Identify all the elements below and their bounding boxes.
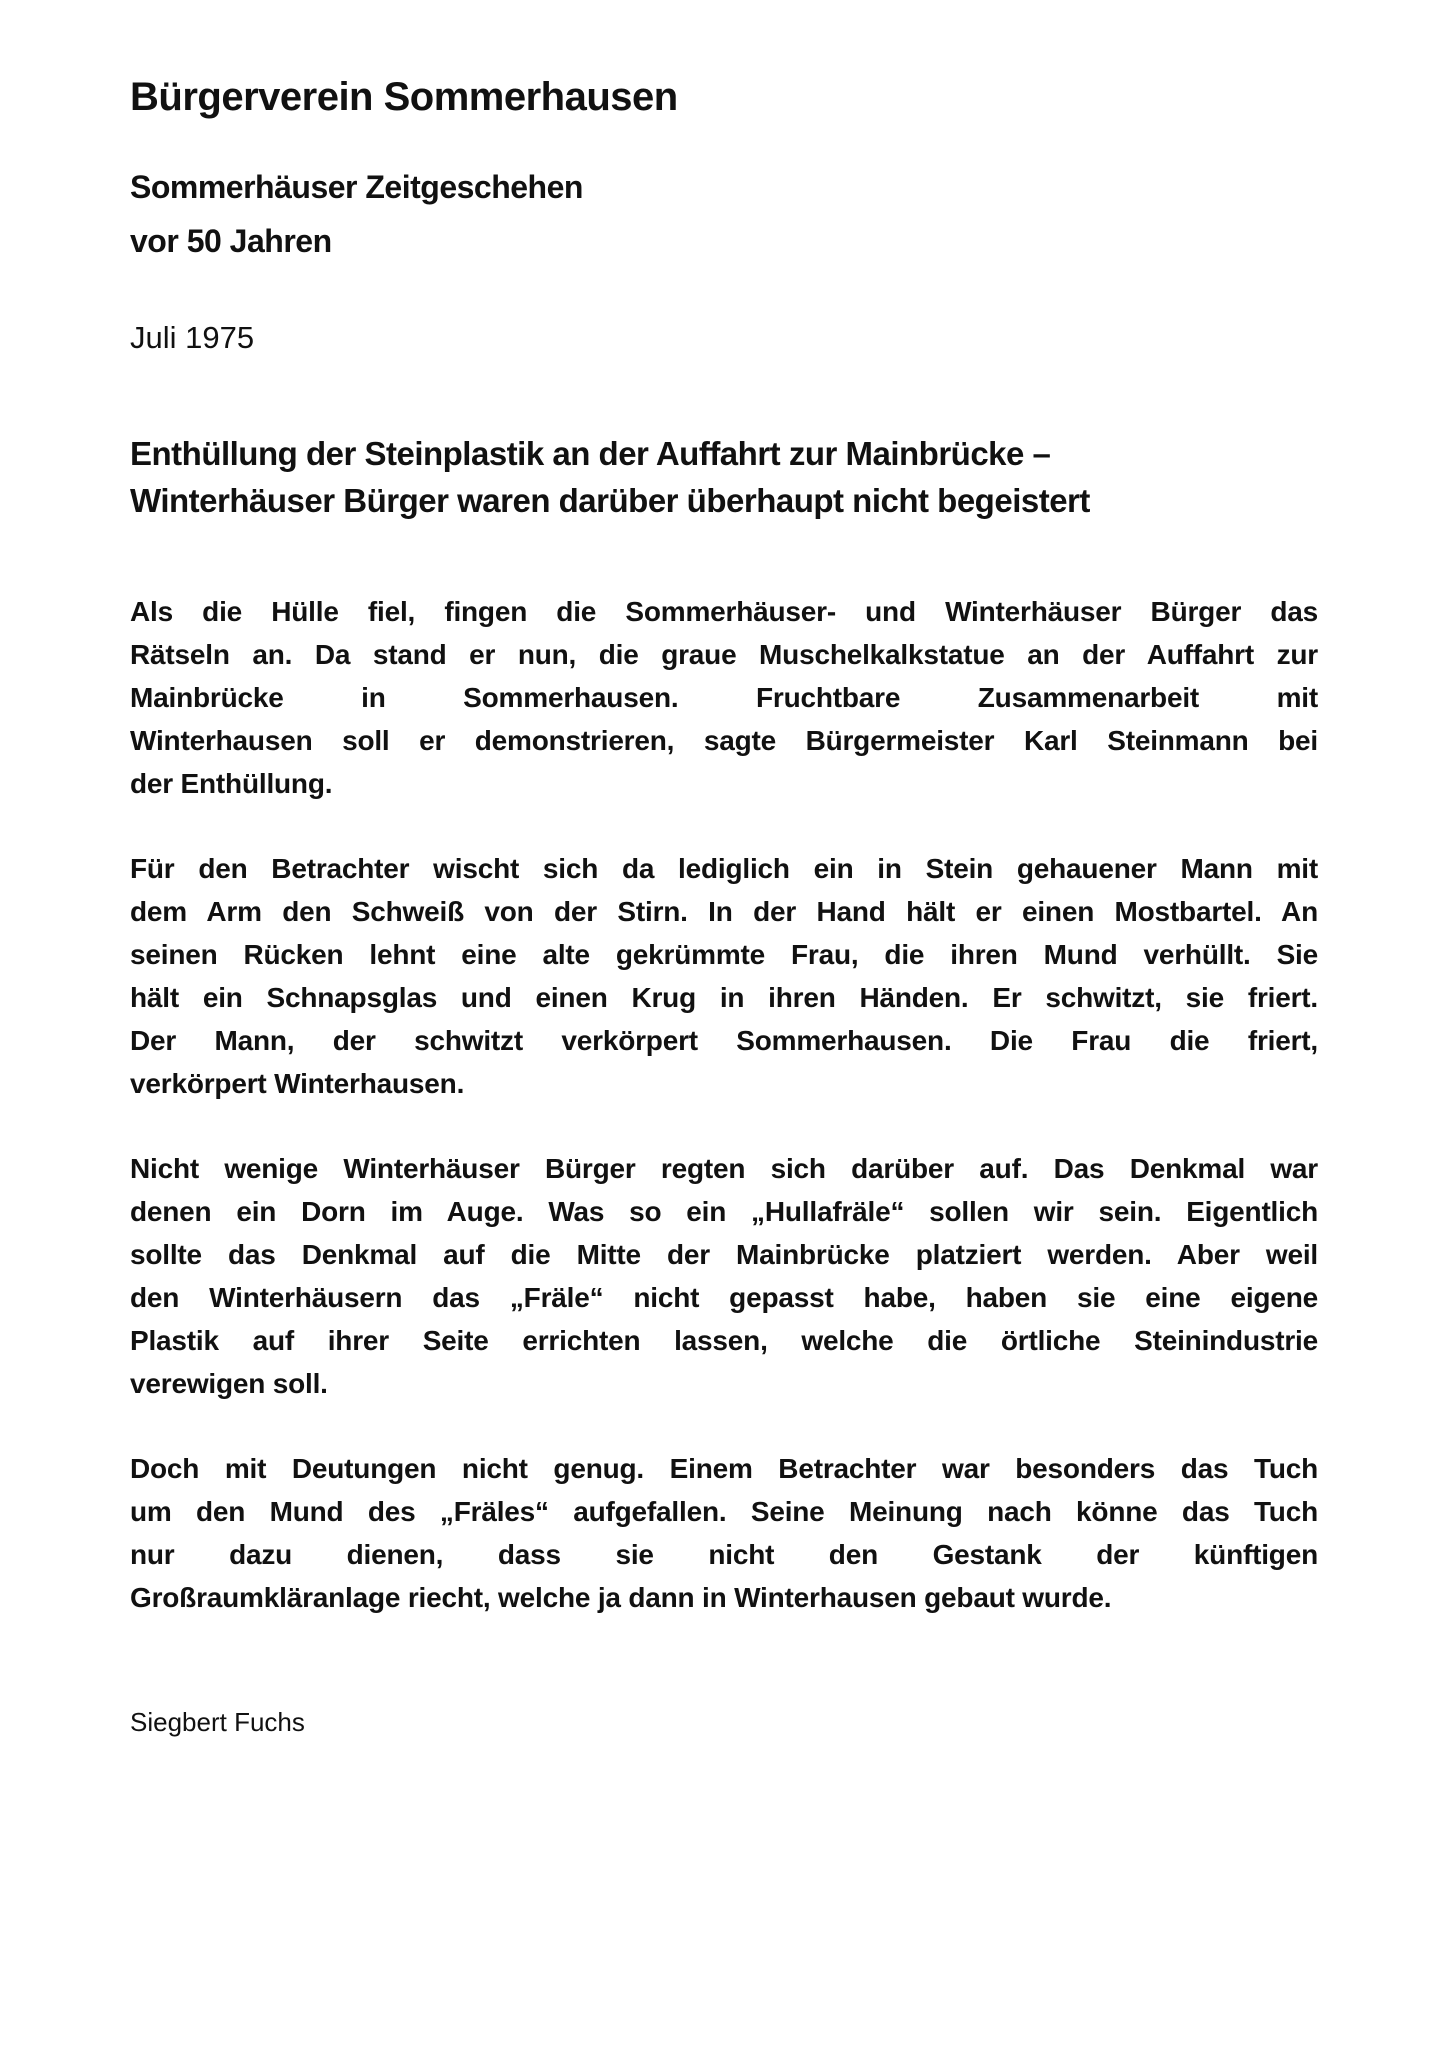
- subtitle-line-2: vor 50 Jahren: [130, 223, 332, 259]
- paragraph-line: der Enthüllung.: [130, 768, 333, 799]
- article-heading: [130, 430, 1318, 524]
- paragraph-line: denen ein Dorn im Auge. Was so ein „Hullafräle“ sollen wir sein. Eigentlich: [130, 1196, 1318, 1227]
- paragraph-line: nur dazu dienen, dass sie nicht den Gestank der künftigen: [130, 1539, 1318, 1570]
- paragraph-line: verewigen soll.: [130, 1368, 328, 1399]
- paragraph-line: Winterhausen soll er demonstrieren, sagte Bürgermeister Karl Steinmann bei: [130, 725, 1318, 756]
- paragraph-line: Mainbrücke in Sommerhausen. Fruchtbare Zusammenarbeit mit: [130, 682, 1318, 713]
- paragraph-line: Plastik auf ihrer Seite errichten lassen, welche die örtliche Steinindustrie: [130, 1325, 1318, 1356]
- body-paragraph: [130, 590, 1318, 805]
- paragraph-line: dem Arm den Schweiß von der Stirn. In der Hand hält er einen Mostbartel. An: [130, 896, 1318, 927]
- heading-line-1: Enthüllung der Steinplastik an der Auffahrt zur Mainbrücke –: [130, 435, 1051, 472]
- body-paragraph: [130, 847, 1318, 1105]
- paragraph-line: Als die Hülle fiel, fingen die Sommerhäuser- und Winterhäuser Bürger das: [130, 596, 1318, 627]
- paragraph-line: verkörpert Winterhausen.: [130, 1068, 465, 1099]
- paragraph-line: Doch mit Deutungen nicht genug. Einem Betrachter war besonders das Tuch: [130, 1453, 1318, 1484]
- paragraph-line: hält ein Schnapsglas und einen Krug in ihren Händen. Er schwitzt, sie friert.: [130, 982, 1318, 1013]
- document-date: Juli 1975: [130, 320, 255, 355]
- article-body: [130, 590, 1318, 1619]
- paragraph-line: Der Mann, der schwitzt verkörpert Sommerhausen. Die Frau die friert,: [130, 1025, 1318, 1056]
- paragraph-line: um den Mund des „Fräles“ aufgefallen. Seine Meinung nach könne das Tuch: [130, 1496, 1318, 1527]
- author-signature: Siegbert Fuchs: [130, 1707, 305, 1737]
- paragraph-line: Rätseln an. Da stand er nun, die graue Muschelkalkstatue an der Auffahrt zur: [130, 639, 1318, 670]
- paragraph-line: den Winterhäusern das „Fräle“ nicht gepasst habe, haben sie eine eigene: [130, 1282, 1318, 1313]
- paragraph-line: Für den Betrachter wischt sich da lediglich ein in Stein gehauener Mann mit: [130, 853, 1318, 884]
- subtitle-line-1: Sommerhäuser Zeitgeschehen: [130, 169, 583, 205]
- body-paragraph: [130, 1147, 1318, 1405]
- paragraph-line: Großraumkläranlage riecht, welche ja dann in Winterhausen gebaut wurde.: [130, 1582, 1112, 1613]
- paragraph-line: Nicht wenige Winterhäuser Bürger regten sich darüber auf. Das Denkmal war: [130, 1153, 1318, 1184]
- paragraph-line: sollte das Denkmal auf die Mitte der Mainbrücke platziert werden. Aber weil: [130, 1239, 1318, 1270]
- body-paragraph: [130, 1447, 1318, 1619]
- heading-line-2: Winterhäuser Bürger waren darüber überhaupt nicht begeistert: [130, 482, 1090, 519]
- document-title: Bürgerverein Sommerhausen: [130, 75, 678, 119]
- document-subtitle: [130, 160, 1318, 268]
- paragraph-line: seinen Rücken lehnt eine alte gekrümmte Frau, die ihren Mund verhüllt. Sie: [130, 939, 1318, 970]
